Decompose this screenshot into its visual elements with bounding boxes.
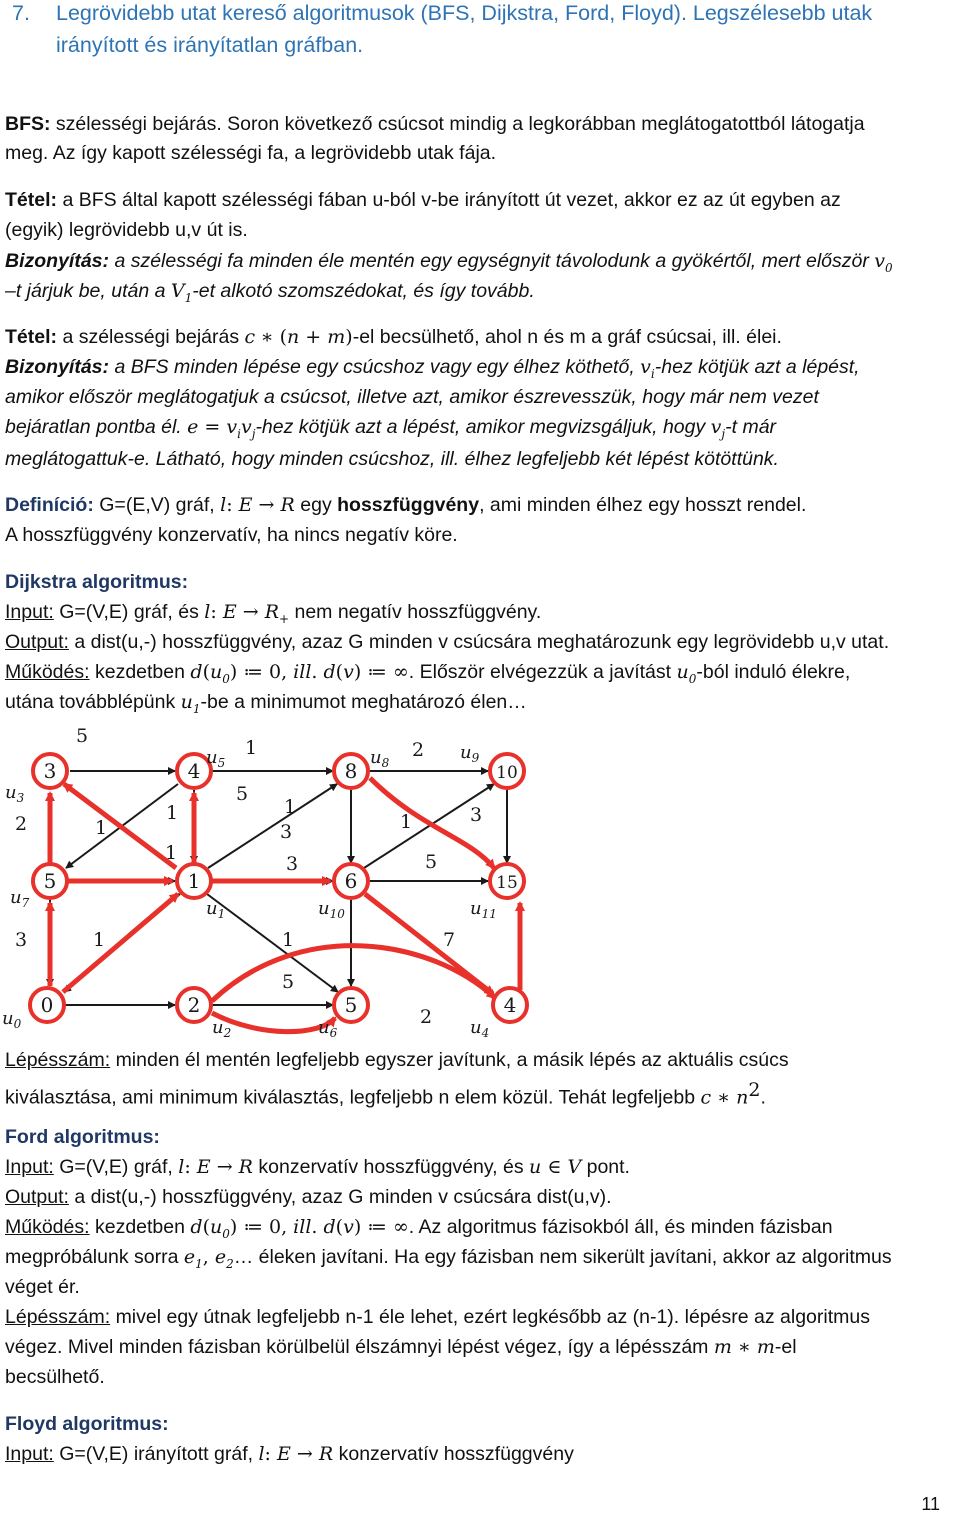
floyd-heading: Floyd algoritmus: bbox=[5, 1413, 169, 1435]
graph-edge-weight: 5 bbox=[425, 851, 438, 873]
graph-edge-weight: 1 bbox=[95, 817, 108, 839]
ford-heading: Ford algoritmus: bbox=[5, 1126, 160, 1148]
ford-input: Input: G=(V,E) gráf, l: E → R konzervatív hosszfüggvény, és u ∈ V pont. bbox=[5, 1156, 630, 1178]
graph-node-label-u6: $u_6$ bbox=[318, 1017, 338, 1038]
graph-node-value-u2: 2 bbox=[187, 993, 201, 1017]
biz2-line2: amikor először meglátogatjuk a csúcsot, illetve azt, amikor észrevesszük, hogy már nem vezet bbox=[5, 386, 819, 408]
definition-line1: Definíció: G=(E,V) gráf, l: E → R egy hosszfüggvény, ami minden élhez egy hosszt rendel. bbox=[5, 494, 807, 516]
bfs-label: BFS: bbox=[5, 113, 51, 135]
graph-node-label-u9: $u_9$ bbox=[460, 742, 480, 765]
floyd-input: Input: G=(V,E) irányított gráf, l: E → R konzervatív hosszfüggvény bbox=[5, 1443, 574, 1465]
graph-node-label-u5: $u_5$ bbox=[206, 747, 226, 770]
dijkstra-graph bbox=[0, 718, 540, 1038]
graph-node-value-u7: 5 bbox=[43, 869, 57, 893]
graph-node-value-u10: 6 bbox=[344, 869, 358, 893]
graph-node-value-u6: 5 bbox=[344, 993, 358, 1017]
graph-edge-weight: 1 bbox=[282, 929, 295, 951]
biz2-line3: bejáratlan pontba él. $e = v_iv_j$-hez kötjük azt a lépést, amikor megvizsgáljuk, hogy $v_j-t$ már bbox=[5, 416, 777, 441]
graph-edge-weight: 1 bbox=[93, 929, 106, 951]
graph-nodes bbox=[30, 754, 527, 1022]
graph-node-value-u3: 3 bbox=[43, 759, 57, 783]
graph-node-value-u9: 10 bbox=[496, 763, 518, 783]
graph-node-value-u5: 4 bbox=[187, 759, 201, 783]
graph-labels bbox=[2, 742, 497, 1038]
ford-output: Output: a dist(u,-) hosszfüggvény, azaz G minden v csúcsára dist(u,v). bbox=[5, 1186, 612, 1208]
graph-black-edges bbox=[50, 771, 507, 1005]
ford-lepes3: becsülhető. bbox=[5, 1366, 105, 1388]
graph-node-value-u11: 15 bbox=[496, 873, 518, 893]
graph-edge-weight: 5 bbox=[282, 971, 295, 993]
ford-lepes1: Lépésszám: mivel egy útnak legfeljebb n-1 éle lehet, ezért legkésőbb az (n-1). lépésre az algoritmus bbox=[5, 1306, 870, 1328]
section-title-line2: irányított és irányítatlan gráfban. bbox=[56, 33, 364, 57]
graph-edge-weight: 1 bbox=[400, 811, 413, 833]
dijkstra-lepes2: kiválasztása, ami minimum kiválasztás, legfeljebb n elem közül. Tehát legfeljebb c ∗ $n^2$. bbox=[5, 1079, 766, 1109]
dijkstra-heading: Dijkstra algoritmus: bbox=[5, 571, 189, 593]
section-number: 7. bbox=[12, 1, 30, 25]
graph-edge-weight: 5 bbox=[236, 783, 249, 805]
graph-node-value-u1: 1 bbox=[187, 869, 201, 893]
dijkstra-mukodes: Működés: kezdetben $d(u_0)$ ≔ 0, ill. d(v) ≔ ∞. Először elvégezzük a javítást $u_0$-ból induló élekre, bbox=[5, 661, 851, 686]
biz1-line1: Bizonyítás: a szélességi fa minden éle mentén egy egységnyit távolodunk a gyökértől, mert először $v_0$ bbox=[5, 250, 893, 275]
dijkstra-lepes1: Lépésszám: minden él mentén legfeljebb egyszer javítunk, a másik lépés az aktuális csúcs bbox=[5, 1049, 789, 1071]
graph-edge-weight: 1 bbox=[166, 802, 179, 824]
graph-edge-weight: 2 bbox=[420, 1006, 433, 1028]
graph-node-label-u1: $u_1$ bbox=[206, 898, 226, 921]
page-number: 11 bbox=[921, 1494, 940, 1514]
ford-mukodes1: Működés: kezdetben $d(u_0)$ ≔ 0, ill. d(v) ≔ ∞. Az algoritmus fázisokból áll, és minden fázisban bbox=[5, 1216, 833, 1241]
graph-edge-weight: 1 bbox=[284, 796, 297, 818]
graph-node-value-u4: 4 bbox=[503, 993, 517, 1017]
graph-node-label-u0: $u_0$ bbox=[2, 1008, 22, 1031]
graph-node-label-u7: $u_7$ bbox=[10, 887, 30, 910]
section-title-line1: Legrövidebb utat kereső algoritmusok (BFS, Dijkstra, Ford, Floyd). Legszélesebb utak bbox=[56, 1, 873, 25]
dijkstra-output: Output: a dist(u,-) hosszfüggvény, azaz G minden v csúcsára meghatározunk egy legrövidebb u,v utat. bbox=[5, 631, 890, 653]
graph-edge-weight: 3 bbox=[15, 929, 28, 951]
graph-node-label-u4: $u_4$ bbox=[470, 1017, 490, 1038]
dijkstra-mukodes2: utána továbblépünk $u_1-be$ a minimumot meghatározó élen… bbox=[5, 691, 527, 716]
graph-node-label-u10: $u_{10}$ bbox=[318, 898, 345, 921]
ford-mukodes3: véget ér. bbox=[5, 1276, 80, 1298]
graph-edge-weight: 3 bbox=[286, 853, 299, 875]
ford-mukodes2: megpróbálunk sorra $e_1$, $e_2\dots$ éleken javítani. Ha egy fázisban nem sikerült javítani, akkor az algoritmus bbox=[5, 1246, 892, 1271]
tetel2-line: Tétel: a szélességi bejárás c ∗ (n + m)-el becsülhető, ahol n és m a gráf csúcsai, ill. élei. bbox=[5, 326, 782, 348]
graph-edge-weight: 2 bbox=[15, 813, 28, 835]
graph-node-label-u3: $u_3$ bbox=[5, 782, 25, 805]
graph-edge-weight: 1 bbox=[165, 842, 178, 864]
definition-line2: A hosszfüggvény konzervatív, ha nincs negatív köre. bbox=[5, 524, 458, 546]
bfs-line2: meg. Az így kapott szélességi fa, a legrövidebb utak fája. bbox=[5, 142, 497, 164]
graph-node-label-u2: $u_2$ bbox=[212, 1017, 232, 1038]
graph-edge-weight: 3 bbox=[470, 804, 483, 826]
tetel1-line2: (egyik) legrövidebb u,v út is. bbox=[5, 219, 248, 241]
bfs-line1: BFS: szélességi bejárás. Soron következő csúcsot mindig a legkorábban meglátogatottból látogatja bbox=[5, 113, 865, 135]
graph-node-value-u0: 0 bbox=[40, 993, 54, 1017]
graph-node-label-u11: $u_{11}$ bbox=[470, 898, 497, 921]
biz2-line1: Bizonyítás: a BFS minden lépése egy csúcshoz vagy egy élhez köthető, $v_i$-hez kötjük azt a lépést, bbox=[5, 356, 860, 381]
graph-edge-weight: 3 bbox=[280, 821, 293, 843]
dijkstra-input: Input: G=(V,E) gráf, és l: $E \to R_+$ nem negatív hosszfüggvény. bbox=[5, 601, 542, 626]
tetel1-line1: Tétel: a BFS által kapott szélességi fában u-ból v-be irányított út vezet, akkor ez az út egyben az bbox=[5, 189, 841, 211]
graph-edge-weight: 7 bbox=[443, 929, 456, 951]
graph-node-value-u8: 8 bbox=[344, 759, 358, 783]
biz2-line4: meglátogattuk-e. Látható, hogy minden csúcshoz, ill. élhez legfeljebb két lépést kötöttünk. bbox=[5, 448, 779, 470]
ford-lepes2: végez. Mivel minden fázisban körülbelül élszámnyi lépést végez, így a lépésszám m ∗ m-el bbox=[5, 1336, 797, 1358]
graph-edge-weight: 2 bbox=[412, 739, 425, 761]
graph-edge-weight: 5 bbox=[76, 725, 89, 747]
graph-edge-weight: 1 bbox=[245, 737, 258, 759]
biz1-line2: –t járjuk be, után a $V_1-et$ alkotó szomszédokat, és így tovább. bbox=[5, 280, 535, 305]
graph-node-label-u8: $u_8$ bbox=[370, 747, 390, 770]
